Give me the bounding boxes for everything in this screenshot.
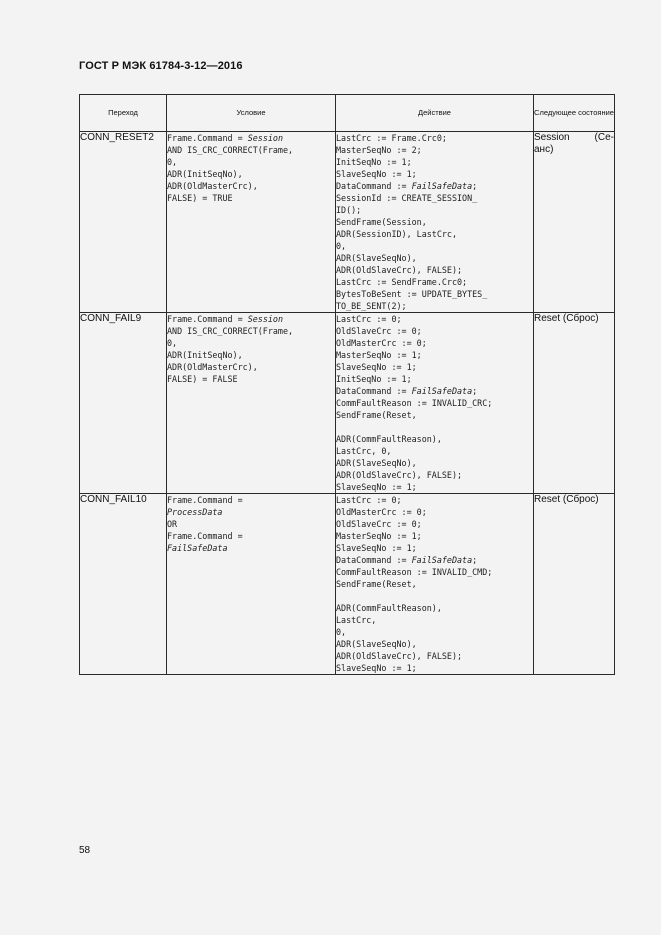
code-line: 0, [167, 338, 178, 348]
condition-cell [167, 313, 336, 494]
state-transition-table [79, 94, 615, 675]
code-line: ADR(OldMasterCrc), [167, 181, 258, 191]
condition-cell [167, 132, 336, 313]
code-line: ADR(OldSlaveCrc), FALSE); [336, 651, 463, 661]
next-state-cell [534, 132, 615, 313]
page-number: 58 [79, 845, 91, 856]
next-state-text: Session [534, 132, 570, 143]
code-line: FALSE) = TRUE [167, 193, 233, 203]
code-line: SendFrame(Reset, [336, 579, 417, 589]
code-line: TO_BE_SENT(2); [336, 301, 407, 311]
code-line: LastCrc := 0; [336, 495, 402, 505]
next-state-cell: Reset (Сброс) [534, 313, 615, 494]
code-line: SlaveSeqNo := 1; [336, 663, 417, 673]
code-line: OR [167, 519, 178, 529]
column-header-transition: Переход [80, 95, 167, 132]
code-line: ID(); [336, 205, 362, 215]
code-line: CommFaultReason := INVALID_CMD; [336, 567, 493, 577]
code-line: DataCommand := FailSafeData; [336, 181, 478, 191]
code-line: ADR(CommFaultReason), [336, 434, 442, 444]
code-line: FALSE) = FALSE [167, 374, 238, 384]
code-line: InitSeqNo := 1; [336, 374, 412, 384]
table-row [80, 313, 615, 494]
code-line: SlaveSeqNo := 1; [336, 543, 417, 553]
code-line: SlaveSeqNo := 1; [336, 169, 417, 179]
code-line: Frame.Command = [167, 495, 243, 505]
code-line: FailSafeData [167, 543, 228, 553]
code-line: CommFaultReason := INVALID_CRC; [336, 398, 493, 408]
code-line: SlaveSeqNo := 1; [336, 482, 417, 492]
code-line: LastCrc, 0, [336, 446, 392, 456]
code-line: 0, [336, 241, 347, 251]
action-cell [336, 494, 534, 675]
code-line: DataCommand := FailSafeData; [336, 555, 478, 565]
code-line [336, 590, 533, 602]
code-line: OldMasterCrc := 0; [336, 338, 427, 348]
code-line: AND IS_CRC_CORRECT(Frame, [167, 326, 294, 336]
code-line: OldMasterCrc := 0; [336, 507, 427, 517]
code-line: SendFrame(Reset, [336, 410, 417, 420]
code-line: InitSeqNo := 1; [336, 157, 412, 167]
table-row [80, 132, 615, 313]
code-line: ADR(OldSlaveCrc), FALSE); [336, 470, 463, 480]
code-line: LastCrc, [336, 615, 377, 625]
code-line: OldSlaveCrc := 0; [336, 326, 422, 336]
column-header-action: Действие [336, 95, 534, 132]
code-line: AND IS_CRC_CORRECT(Frame, [167, 145, 294, 155]
transition-cell: CONN_RESET2 [80, 132, 167, 313]
transition-cell: CONN_FAIL10 [80, 494, 167, 675]
next-state-text: (Се- [594, 132, 614, 143]
code-line: MasterSeqNo := 1; [336, 531, 422, 541]
code-line: ADR(SessionID), LastCrc, [336, 229, 458, 239]
code-line: BytesToBeSent := UPDATE_BYTES_ [336, 289, 488, 299]
condition-cell [167, 494, 336, 675]
code-line: LastCrc := SendFrame.Crc0; [336, 277, 468, 287]
code-line: ADR(OldMasterCrc), [167, 362, 258, 372]
code-line: MasterSeqNo := 1; [336, 350, 422, 360]
code-line: MasterSeqNo := 2; [336, 145, 422, 155]
code-line: ADR(InitSeqNo), [167, 350, 243, 360]
code-line: 0, [167, 157, 178, 167]
code-line: OldSlaveCrc := 0; [336, 519, 422, 529]
code-line: ADR(SlaveSeqNo), [336, 458, 417, 468]
code-line: ADR(SlaveSeqNo), [336, 639, 417, 649]
code-line: ADR(InitSeqNo), [167, 169, 243, 179]
column-header-condition: Условие [167, 95, 336, 132]
code-line: SessionId := CREATE_SESSION_ [336, 193, 478, 203]
code-line: Frame.Command = Session [167, 133, 283, 143]
page-header: ГОСТ Р МЭК 61784-3-12—2016 [79, 60, 243, 72]
code-line [336, 421, 533, 433]
action-cell [336, 313, 534, 494]
code-line: DataCommand := FailSafeData; [336, 386, 478, 396]
code-line: SlaveSeqNo := 1; [336, 362, 417, 372]
next-state-cell: Reset (Сброс) [534, 494, 615, 675]
action-cell [336, 132, 534, 313]
code-line: ADR(OldSlaveCrc), FALSE); [336, 265, 463, 275]
next-state-text: анс) [534, 144, 554, 155]
code-line: ADR(CommFaultReason), [336, 603, 442, 613]
table-row [80, 494, 615, 675]
column-header-next-state: Следующее состояние [534, 95, 615, 132]
code-line: ProcessData [167, 507, 223, 517]
code-line: Frame.Command = [167, 531, 243, 541]
code-line: Frame.Command = Session [167, 314, 283, 324]
table-header-row [80, 95, 615, 132]
code-line: SendFrame(Session, [336, 217, 427, 227]
transition-cell: CONN_FAIL9 [80, 313, 167, 494]
code-line: 0, [336, 627, 347, 637]
code-line: LastCrc := Frame.Crc0; [336, 133, 447, 143]
code-line: ADR(SlaveSeqNo), [336, 253, 417, 263]
code-line: LastCrc := 0; [336, 314, 402, 324]
